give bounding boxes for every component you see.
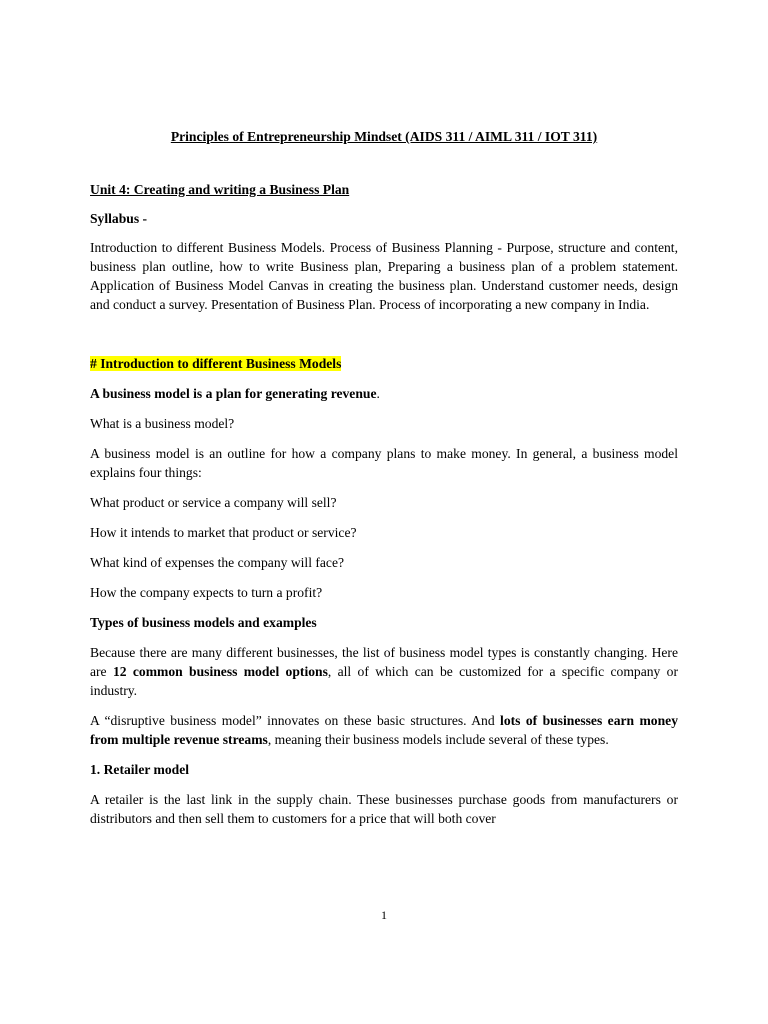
types-paragraph-2 (90, 711, 678, 749)
syllabus-text: Introduction to different Business Models. Process of Business Planning - Purpose, structure and content, business plan outline, how to write Business plan, Preparing a business plan of a problem statement. Application of Business Model Canvas in creating the business plan. Understand customer needs, design and conduct a survey. Presentation of Business Plan. Process of incorporating a new company in India. (90, 240, 678, 312)
unit-heading: Unit 4: Creating and writing a Business Plan (90, 182, 350, 197)
retailer-heading: 1. Retailer model (90, 762, 190, 777)
types-para-2-text-c: , meaning their business models include several of these types. (267, 732, 609, 747)
types-para-2-text-a: A “disruptive business model” innovates on these basic structures. And (90, 713, 501, 728)
types-para-1-text-c: , all of which can be customized for a specific company or industry. (90, 664, 678, 698)
definition-line (90, 384, 678, 403)
definition-period: . (376, 386, 380, 401)
thing-item-2: How it intends to market that product or service? (90, 525, 357, 540)
types-para-1-text-a: Because there are many different businesses, the list of business model types is constantly changing. Here are (90, 645, 678, 679)
answer-paragraph: A business model is an outline for how a company plans to make money. In general, a business model explains four things: (90, 446, 678, 480)
page-content (90, 127, 678, 828)
thing-item-1: What product or service a company will sell? (90, 495, 337, 510)
thing-item-3: What kind of expenses the company will face? (90, 555, 345, 570)
document-title: Principles of Entrepreneurship Mindset (AIDS 311 / AIML 311 / IOT 311) (170, 129, 598, 144)
syllabus-heading: Syllabus - (90, 211, 148, 226)
thing-item-4: How the company expects to turn a profit? (90, 585, 323, 600)
definition-bold: A business model is a plan for generating revenue (90, 386, 377, 401)
types-para-1-bold: 12 common business model options (112, 664, 328, 679)
retailer-paragraph: A retailer is the last link in the supply chain. These businesses purchase goods from manufacturers or distributors and then sell them to customers for a price that will both cover (90, 792, 678, 826)
section-heading (90, 354, 678, 373)
types-paragraph-1 (90, 643, 678, 700)
types-heading: Types of business models and examples (90, 615, 317, 630)
highlighted-heading: # Introduction to different Business Models (90, 356, 342, 371)
page-number: 1 (381, 908, 387, 922)
types-para-2-bold: lots of businesses earn money from multiple revenue streams (90, 713, 678, 747)
question-line: What is a business model? (90, 416, 235, 431)
